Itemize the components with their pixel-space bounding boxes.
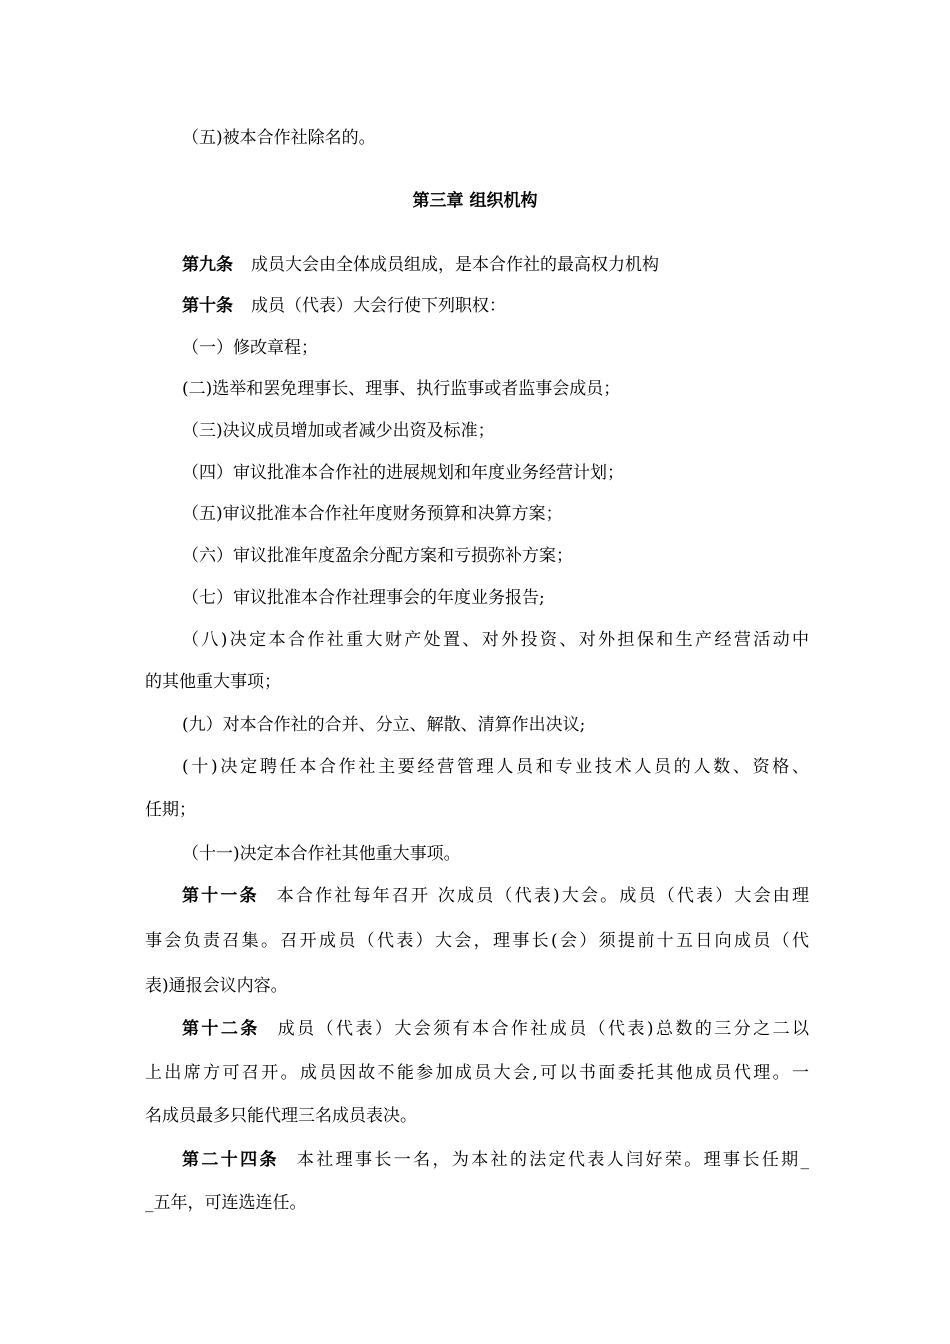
article-label: 第二十四条 [182,1150,279,1170]
chapter-title: 第三章 组织机构 [412,191,538,211]
article-text: 本合作社每年召开 次成员（代表)大会。成员（代表）大会由理 [276,886,809,906]
article-9 [145,244,809,286]
article-10 [145,285,809,327]
list-item: （八)决定本合作社重大财产处置、对外投资、对外担保和生产经营活动中 [182,630,809,650]
article-text: 本社理事长一名，为本社的法定代表人闫好荣。理事长任期_ [296,1150,810,1170]
article-text: 成员（代表）大会须有本合作社成员（代表)总数的三分之二以 [277,1019,810,1039]
article-24-line: _五年，可连选连任。 [145,1193,307,1213]
article-12-line: 名成员最多只能代理三名成员表决。 [145,1106,417,1126]
article-label: 第十二条 [182,1019,260,1039]
list-item: (二)选举和罢免理事长、理事、执行监事或者监事会成员； [182,379,621,399]
list-item-continuation: 任期； [145,800,196,820]
list-item: （十一)决定本合作社其他重大事项。 [182,844,461,864]
article-11-line: 事会负责召集。召开成员（代表）大会，理事长(会）须提前十五日向成员（代 [145,931,809,951]
article-label: 第十一条 [182,886,259,906]
clause-line: （五)被本合作社除名的。 [182,128,376,148]
article-24 [145,1139,809,1181]
article-label: 第十条 [182,296,233,316]
list-item: （三)决议成员增加或者减少出资及标准； [182,421,495,441]
list-item: (九）对本合作社的合并、分立、解散、清算作出决议; [182,715,586,735]
article-12-line: 上出席方可召开。成员因故不能参加成员大会,可以书面委托其他成员代理。一 [145,1063,809,1083]
article-text: 成员大会由全体成员组成，是本合作社的最高权力机构 [251,255,659,275]
list-item: （四）审议批准本合作社的进展规划和年度业务经营计划； [182,463,624,483]
list-item-continuation: 的其他重大事项； [145,672,281,692]
list-item: （七）审议批准本合作社理事会的年度业务报告; [182,588,545,608]
list-item: （一）修改章程； [182,338,318,358]
list-item: (十)决定聘任本合作社主要经营管理人员和专业技术人员的人数、资格、 [182,757,809,777]
list-item: （六）审议批准年度盈余分配方案和亏损弥补方案； [182,546,573,566]
article-12 [145,1008,809,1050]
article-text: 成员（代表）大会行使下列职权： [251,296,506,316]
article-11 [145,875,809,917]
article-label: 第九条 [182,255,233,275]
list-item: （五)审议批准本合作社年度财务预算和决算方案； [182,504,563,524]
article-11-line: 表)通报会议内容。 [145,976,288,996]
